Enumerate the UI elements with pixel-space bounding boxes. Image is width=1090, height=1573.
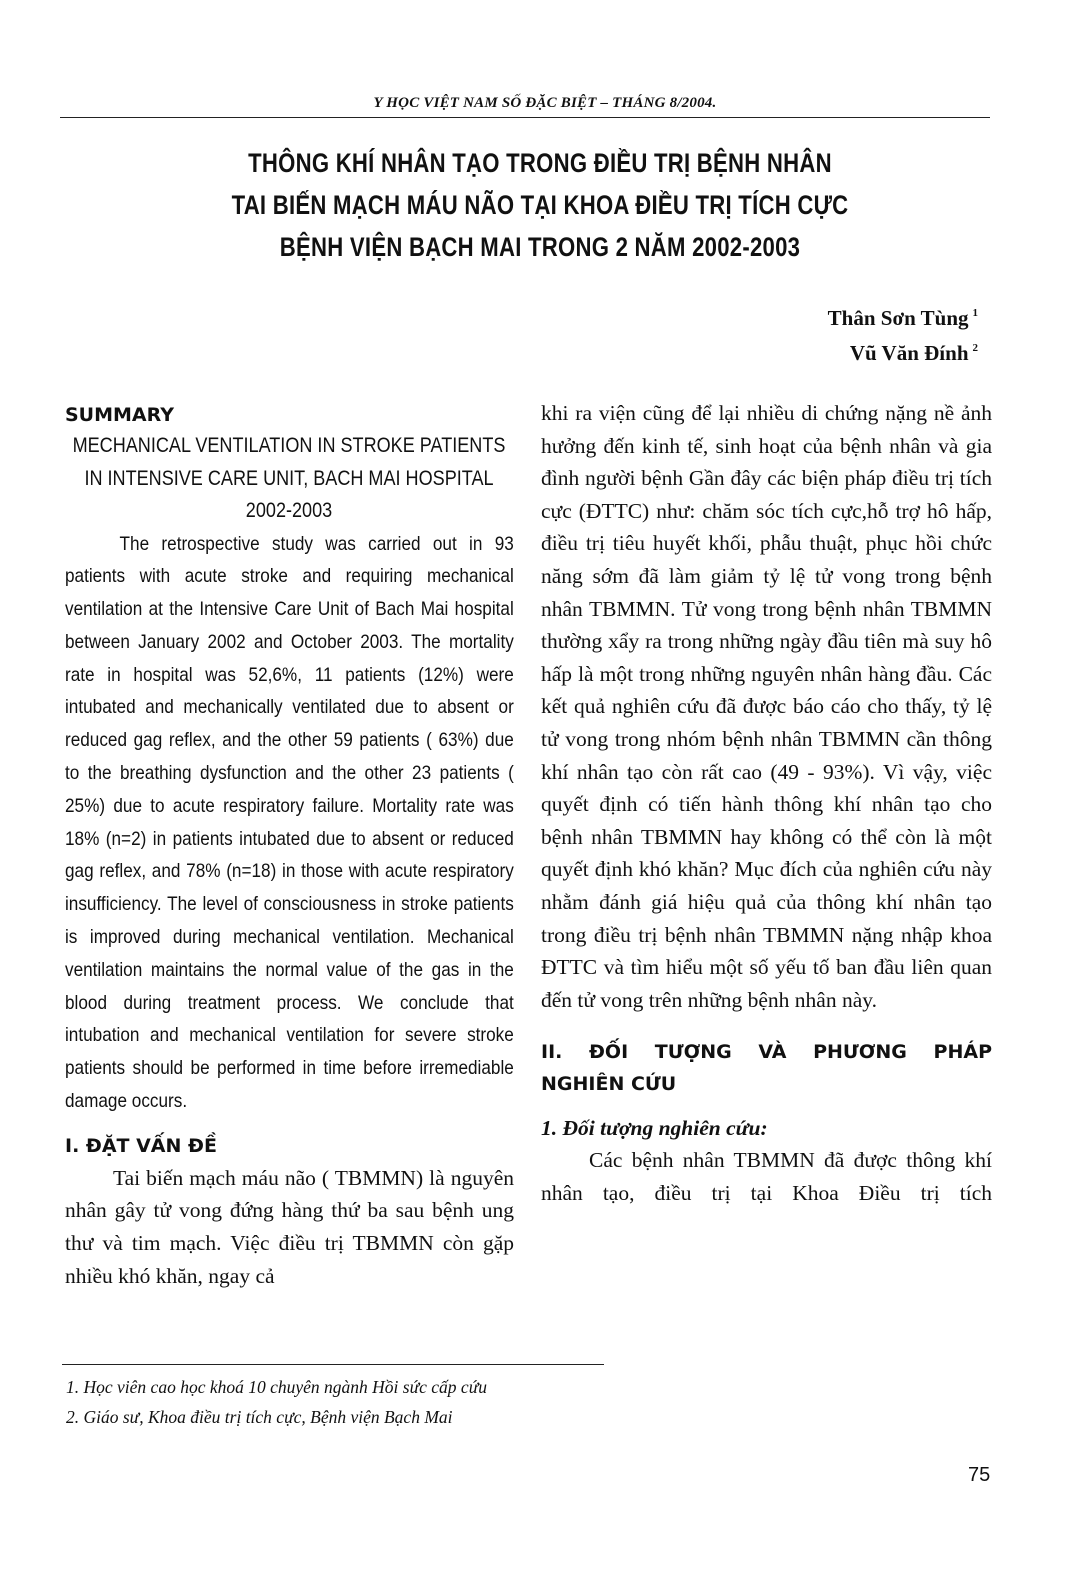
page-number: 75 — [968, 1464, 991, 1486]
summary-title-line: 2002-2003 — [245, 499, 333, 522]
summary-title-line: IN INTENSIVE CARE UNIT, BACH MAI HOSPITAL — [84, 466, 494, 490]
footnote: 2. Giáo sư, Khoa điều trị tích cực, Bệnh viện Bạch Mai — [66, 1407, 453, 1427]
methods-paragraph: Các bệnh nhân TBMMN đã được thông khí nhân tạo, điều trị tại Khoa Điều trị tích — [541, 1148, 992, 1205]
summary-title — [65, 430, 514, 528]
summary-title-line: MECHANICAL VENTILATION IN STROKE PATIENTS — [72, 434, 506, 457]
left-column — [65, 400, 514, 1292]
running-header: Y HỌC VIỆT NAM SỐ ĐẶC BIỆT – THÁNG 8/2004. — [373, 95, 717, 111]
summary-paragraph: The retrospective study was carried out in 93 patients with acute stroke and requiring mechanical ventilation at the Intensive Care Unit of Bach Mai hospital between January 2002 and October 2003. The mortality rate in hospital was 52,6%, 11 patients (12%) were intubated and mechanically ventilated due to absent or reduced gag reflex, and the other 59 patients ( 63%) due to the breathing dysfunction and the other 23 patients ( 25%) due to acute respiratory failure. Mortality rate was 18% (n=2) in patients intubated due to absent or reduced gag reflex, and 78% (n=18) in those with acute respiratory insufficiency. The level of consciousness in stroke patients is improved during mechanical ventilation. Mechanical ventilation maintains the normal value of the gas in the blood during treatment process. We conclude that intubation and mechanical ventilation for severe stroke patients should be performed in time before irremediable damage occurs. — [65, 532, 514, 1113]
author — [828, 333, 978, 368]
title-line: TAI BIẾN MẠCH MÁU NÃO TẠI KHOA ĐIỀU TRỊ TÍCH CỰC — [231, 190, 849, 220]
intro-paragraph-continued: khi ra viện cũng để lại nhiều di chứng nặng nề ảnh hưởng đến kinh tế, sinh hoạt của bệnh nhân và gia đình người bệnh Gần đây các biện pháp điều trị tích cực (ĐTTC) như: chăm sóc tích cực,hỗ trợ hô hấp, điều trị tiêu huyết khối, phẫu thuật, phục hồi chức năng sớm đã làm giảm tỷ lệ tử vong trong bệnh nhân TBMMN. Tử vong trong bệnh nhân TBMMN thường xẩy ra trong những ngày đầu tiên mà suy hô hấp là một trong những nguyên nhân hàng đầu. Các kết quả nghiên cứu đã được báo cáo cho thấy, tỷ lệ tử vong trong nhóm bệnh nhân TBMMN cần thông khí nhân tạo còn rất cao (49 - 93%). Vì vậy, việc quyết định có tiến hành thông khí nhân tạo cho bệnh nhân TBMMN hay không có thể còn là một quyết định khó khăn? Mục đích của nghiên cứu này nhằm đánh giá hiệu quả của thông khí nhân tạo trong điều trị bệnh nhân TBMMN nặng nhập khoa ĐTTC và tìm hiểu một số yếu tố ban đầu liên quan đến tử vong trên những bệnh nhân này. — [541, 401, 992, 1012]
section-heading-2: II. ĐỐI TƯỢNG VÀ PHƯƠNG PHÁP — [541, 1041, 992, 1064]
section-heading-1: I. ĐẶT VẤN ĐỀ — [65, 1134, 217, 1157]
subsection-heading: 1. Đối tượng nghiên cứu: — [541, 1116, 768, 1141]
footnotes — [66, 1372, 487, 1432]
title-line: THÔNG KHÍ NHÂN TẠO TRONG ĐIỀU TRỊ BỆNH NHÂN — [248, 148, 832, 178]
author-affiliation-mark: 2 — [972, 342, 978, 354]
footnote-rule — [62, 1364, 604, 1365]
section-heading-2-line2: NGHIÊN CỨU — [541, 1073, 677, 1096]
intro-paragraph: Tai biến mạch máu não ( TBMMN) là nguyên nhân gây tử vong đứng hàng thứ ba sau bệnh ung thư và tim mạch. Việc điều trị TBMMN còn gặp nhiều khó khăn, ngay cả — [65, 1165, 514, 1288]
header-rule — [60, 117, 990, 118]
author-affiliation-mark: 1 — [972, 307, 978, 319]
author — [828, 298, 978, 333]
summary-body — [65, 528, 514, 1118]
author-list — [828, 298, 978, 368]
author-name: Vũ Văn Đính — [849, 341, 969, 365]
right-column — [541, 400, 992, 1209]
footnote: 1. Học viên cao học khoá 10 chuyên ngành Hồi sức cấp cứu — [66, 1377, 487, 1397]
title-line: BỆNH VIỆN BẠCH MAI TRONG 2 NĂM 2002-2003 — [279, 232, 801, 262]
summary-label: SUMMARY — [65, 404, 174, 426]
author-name: Thân Sơn Tùng — [827, 306, 969, 330]
article-title — [146, 142, 933, 268]
